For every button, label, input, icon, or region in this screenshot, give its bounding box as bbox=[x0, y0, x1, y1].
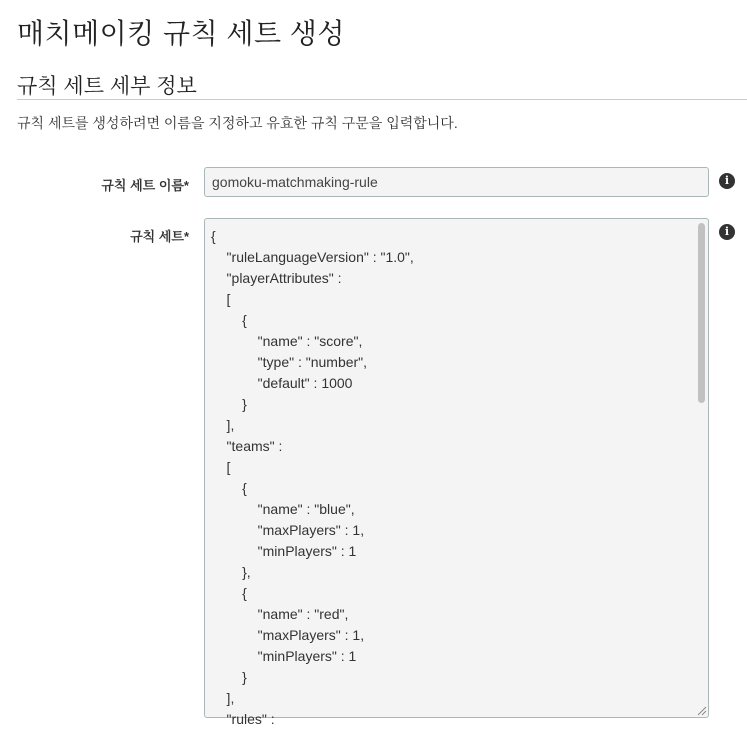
ruleset-code-line: } bbox=[211, 396, 247, 412]
ruleset-code-line: "name" : "score", bbox=[211, 333, 363, 349]
ruleset-code-line: "maxPlayers" : 1, bbox=[211, 627, 365, 643]
ruleset-code-line: ], bbox=[211, 690, 235, 706]
section-divider bbox=[17, 99, 747, 100]
ruleset-code-line: } bbox=[211, 669, 247, 685]
ruleset-code-line: "playerAttributes" : bbox=[211, 270, 342, 286]
ruleset-code-line: "type" : "number", bbox=[211, 354, 368, 370]
ruleset-scrollbar[interactable] bbox=[696, 221, 706, 703]
ruleset-code-line: [ bbox=[211, 459, 231, 475]
ruleset-code-line: "rules" : bbox=[211, 711, 275, 727]
resize-grip-icon[interactable] bbox=[696, 705, 707, 716]
ruleset-code-line: "teams" : bbox=[211, 438, 283, 454]
ruleset-code-line: "name" : "red", bbox=[211, 606, 349, 622]
ruleset-scrollbar-thumb[interactable] bbox=[698, 223, 705, 403]
ruleset-code-line: "default" : 1000 bbox=[211, 375, 353, 391]
ruleset-textarea[interactable] bbox=[204, 218, 709, 727]
ruleset-code-line: "ruleLanguageVersion" : "1.0", bbox=[211, 249, 414, 265]
info-icon[interactable]: i bbox=[719, 224, 735, 240]
ruleset-code-line: ], bbox=[211, 417, 235, 433]
section-title: 규칙 세트 세부 정보 bbox=[17, 75, 197, 98]
ruleset-code-line: { bbox=[211, 228, 216, 244]
ruleset-code-line: { bbox=[211, 312, 247, 328]
ruleset-code-line: "minPlayers" : 1 bbox=[211, 543, 357, 559]
section-description: 규칙 세트를 생성하려면 이름을 지정하고 유효한 규칙 구문을 입력합니다. bbox=[17, 115, 458, 131]
ruleset-code-line: { bbox=[211, 585, 247, 601]
info-icon[interactable]: i bbox=[719, 173, 735, 189]
ruleset-code-line: }, bbox=[211, 564, 251, 580]
ruleset-label: 규칙 세트* bbox=[130, 229, 189, 244]
ruleset-code-line: "minPlayers" : 1 bbox=[211, 648, 357, 664]
ruleset-code-line: { bbox=[211, 480, 247, 496]
ruleset-name-label: 규칙 세트 이름* bbox=[101, 178, 189, 193]
page-title: 매치메이킹 규칙 세트 생성 bbox=[17, 18, 345, 49]
ruleset-code-line: [ bbox=[211, 291, 231, 307]
ruleset-code-line: "maxPlayers" : 1, bbox=[211, 522, 365, 538]
ruleset-code-line: "name" : "blue", bbox=[211, 501, 355, 517]
ruleset-code[interactable] bbox=[205, 219, 694, 727]
ruleset-name-input[interactable]: gomoku-matchmaking-rule bbox=[204, 167, 709, 197]
